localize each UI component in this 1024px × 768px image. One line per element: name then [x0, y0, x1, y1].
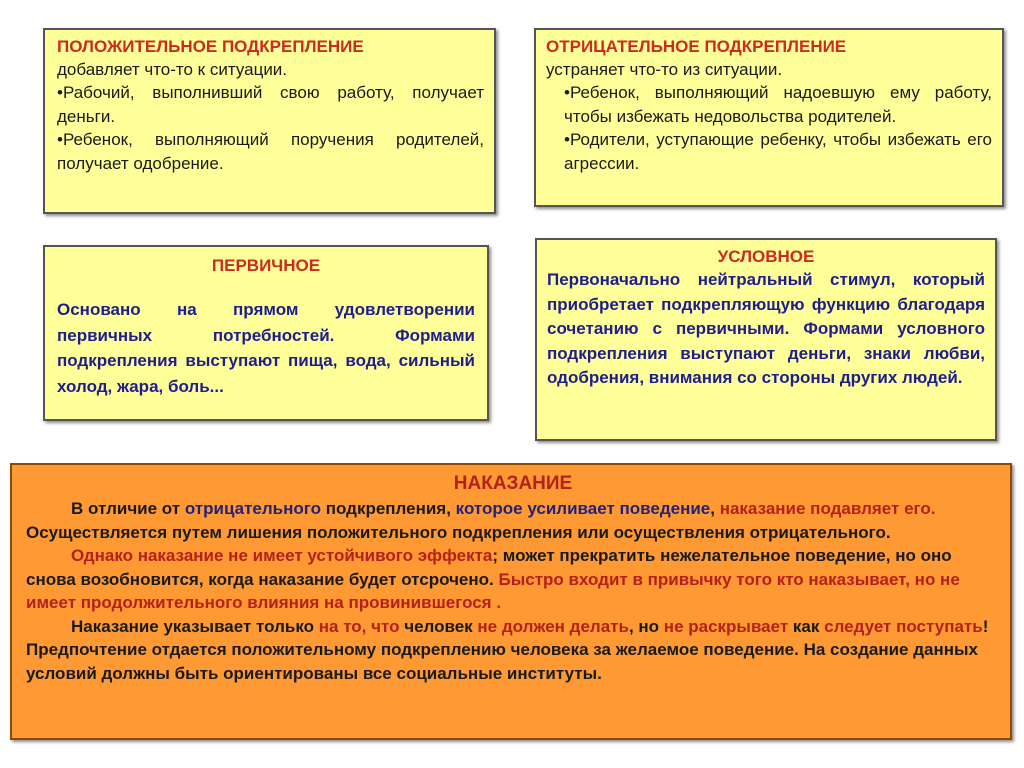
conditional-reinforcement-text: Первоначально нейтральный стимул, который приобретает подкрепляющую функцию благодаря сочетанию с первичными. Формами условного подкрепления выступают деньги, знаки любви, одобрения, внимания со стороны других людей. — [547, 270, 985, 387]
p1-highlight-suppresses: наказание подавляет его. — [719, 499, 936, 518]
punishment-paragraph-2 — [26, 544, 1000, 615]
p2-highlight-no-lasting-effect: Однако наказание не имеет устойчивого эффекта — [71, 546, 493, 565]
p1-highlight-strengthens: которое усиливает поведение — [455, 499, 711, 518]
punishment-title: НАКАЗАНИЕ — [453, 473, 573, 494]
conditional-reinforcement-title: УСЛОВНОЕ — [717, 247, 815, 266]
positive-example-worker: •Рабочий, выполнивший свою работу, получает деньги. — [57, 83, 484, 126]
primary-reinforcement-title: ПЕРВИЧНОЕ — [211, 256, 321, 275]
punishment-panel — [10, 463, 1012, 740]
punishment-paragraph-3 — [26, 615, 1000, 686]
negative-reinforcement-title: ОТРИЦАТЕЛЬНОЕ ПОДКРЕПЛЕНИЕ — [546, 37, 847, 56]
negative-example-parents: •Родители, уступающие ребенку, чтобы избежать его агрессии. — [564, 130, 992, 173]
p3-highlight-should-act: следует поступать — [824, 616, 983, 636]
p2-text: ; может прекратить нежелательное поведение, но оно снова возобновится, когда наказание будет отсрочено. — [26, 546, 952, 589]
positive-reinforcement-title: ПОЛОЖИТЕЛЬНОЕ ПОДКРЕПЛЕНИЕ — [57, 37, 364, 56]
positive-reinforcement-definition: добавляет что-то к ситуации. — [57, 60, 288, 79]
p3-text: Наказание указывает только — [71, 616, 319, 636]
negative-reinforcement-definition: устраняет что-то из ситуации. — [546, 60, 783, 79]
p3-highlight-what: на то, что — [318, 616, 400, 636]
p3-highlight-not-reveal: не раскрывает — [663, 616, 789, 636]
p1-text: подкрепления, — [321, 499, 456, 518]
p1-text: Осуществляется путем лишения положительного подкрепления или осуществления отрицательного. — [26, 522, 891, 542]
p1-text: , — [710, 499, 720, 518]
primary-reinforcement-card — [43, 245, 489, 421]
positive-reinforcement-card — [43, 28, 496, 214]
p3-text: , но — [628, 616, 664, 636]
positive-example-child: •Ребенок, выполняющий поручения родителей, получает одобрение. — [57, 130, 484, 173]
p3-text: человек — [399, 616, 478, 636]
p3-text: ! Предпочтение отдается положительному подкреплению человека за желаемое поведение. На создание данных условий должны быть ориентированы все социальные институты. — [26, 616, 989, 683]
conditional-reinforcement-card — [535, 238, 997, 441]
p3-text: как — [788, 616, 825, 636]
p3-highlight-should-not: не должен делать — [477, 616, 629, 636]
p1-text: В отличие от — [71, 499, 185, 518]
punishment-paragraph-1 — [26, 497, 1000, 544]
negative-reinforcement-card — [534, 28, 1004, 207]
punishment-body — [26, 497, 1000, 685]
primary-reinforcement-text: Основано на прямом удовлетворении первичных потребностей. Формами подкрепления выступают пища, вода, сильный холод, жара, боль... — [57, 300, 475, 396]
p1-highlight-negative: отрицательного — [184, 499, 321, 518]
negative-example-child: •Ребенок, выполняющий надоевшую ему работу, чтобы избежать недовольства родителей. — [564, 83, 992, 126]
p2-highlight-habit: Быстро входит в привычку того кто наказывает, но не имеет продолжительного влияния на провинившегося . — [26, 569, 960, 612]
